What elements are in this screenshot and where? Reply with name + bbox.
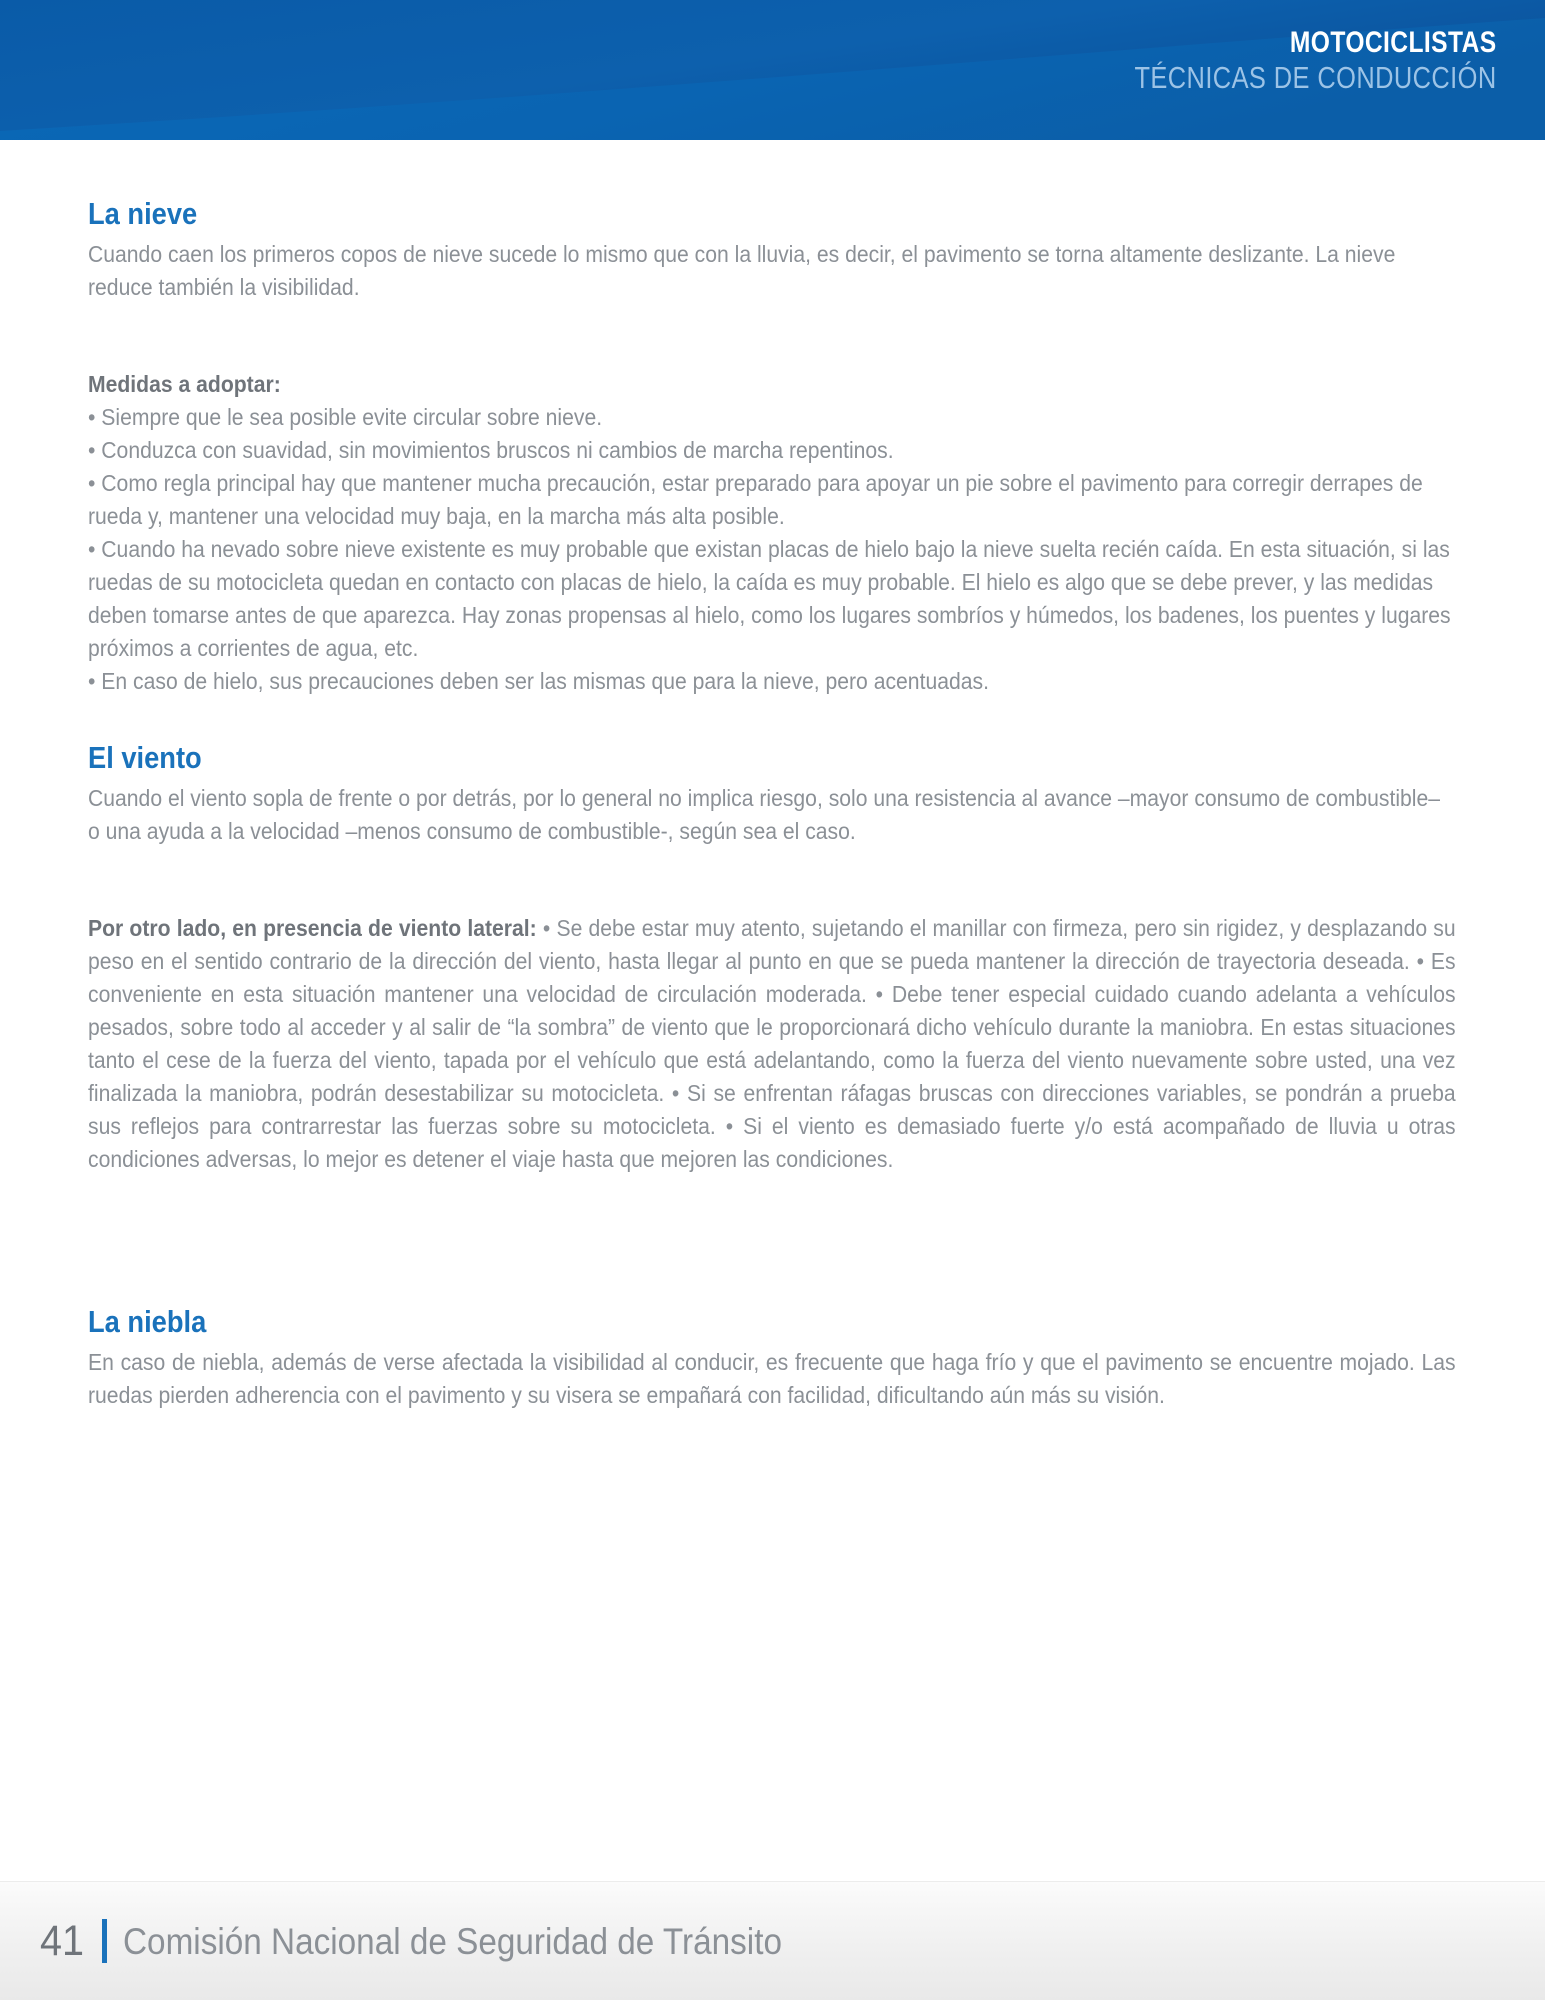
header-title-block [1055,28,1497,93]
page-content [0,148,1545,1412]
spacer [88,848,1457,912]
spacer [88,698,1457,740]
footer-organization-name: Comisión Nacional de Seguridad de Tránsito [122,1920,782,1962]
footer-content [40,1916,855,1965]
page-number: 41 [40,1916,85,1965]
spacer [88,304,1457,368]
paragraph-viento-lateral [88,912,1456,1176]
page-header [0,0,1545,148]
list-item: • En caso de hielo, sus precauciones deben ser las mismas que para la nieve, pero acentuadas. [88,668,989,694]
header-title: MOTOCICLISTAS [1290,26,1497,59]
subheading-medidas-a-adoptar: Medidas a adoptar: [88,371,281,397]
lead-bold-viento-lateral: Por otro lado, en presencia de viento lateral: [88,915,537,941]
list-item: • Siempre que le sea posible evite circular sobre nieve. [88,404,603,430]
bullet-list-medidas [88,401,1457,698]
paragraph-la-nieve: Cuando caen los primeros copos de nieve sucede lo mismo que con la lluvia, es decir, el pavimento se torna altamente deslizante. La nieve reduce también la visibilidad. [88,241,1396,300]
heading-la-nieve: La nieve [88,196,198,231]
content-column [88,148,1457,1412]
paragraph-viento-lateral-body: • Se debe estar muy atento, sujetando el manillar con firmeza, pero sin rigidez, y desplazando su peso en el sentido contrario de la dirección del viento, hasta llegar al punto en que se pueda mantener la dirección de trayectoria deseada. • Es conveniente en esta situación mantener una velocidad de circulación moderada. • Debe tener especial cuidado cuando adelanta a vehículos pesados, sobre todo al acceder y al salir de “la sombra” de viento que le proporcionará dicho vehículo durante la maniobra. En estas situaciones tanto el cese de la fuerza del viento, tapada por el vehículo que está adelantando, como la fuerza del viento nuevamente sobre usted, una vez finalizada la maniobra, podrán desestabilizar su motocicleta. • Si se enfrentan ráfagas bruscas con direcciones variables, se pondrán a prueba sus reflejos para contrarrestar las fuerzas sobre su motocicleta. • Si el viento es demasiado fuerte y/o está acompañado de lluvia u otras condiciones adversas, lo mejor es detener el viaje hasta que mejoren las condiciones. [88,915,1456,1172]
footer-divider [102,1919,107,1963]
paragraph-el-viento: Cuando el viento sopla de frente o por detrás, por lo general no implica riesgo, solo una resistencia al avance –mayor consumo de combustible– o una ayuda a la velocidad –menos consumo de combustible-, según sea el caso. [88,785,1441,844]
spacer [88,1176,1457,1304]
paragraph-la-niebla: En caso de niebla, además de verse afectada la visibilidad al conducir, es frecuente que haga frío y que el pavimento se encuentre mojado. Las ruedas pierden adherencia con el pavimento y su visera se empañará con facilidad, dificultando aún más su visión. [88,1349,1456,1408]
header-subtitle: TÉCNICAS DE CONDUCCIÓN [1134,60,1497,95]
heading-la-niebla: La niebla [88,1304,207,1339]
list-item: • Como regla principal hay que mantener mucha precaución, estar preparado para apoyar un pie sobre el pavimento para corregir derrapes de rueda y, mantener una velocidad muy baja, en la marcha más alta posible. [88,470,1423,529]
page-footer [0,1881,1545,2000]
list-item: • Conduzca con suavidad, sin movimientos bruscos ni cambios de marcha repentinos. [88,437,894,463]
list-item: • Cuando ha nevado sobre nieve existente es muy probable que existan placas de hielo bajo la nieve suelta recién caída. En esta situación, si las ruedas de su motocicleta quedan en contacto con placas de hielo, la caída es muy probable. El hielo es algo que se debe prever, y las medidas deben tomarse antes de que aparezca. Hay zonas propensas al hielo, como los lugares sombríos y húmedos, los badenes, los puentes y lugares próximos a corrientes de agua, etc. [88,536,1451,661]
heading-el-viento: El viento [88,740,202,775]
